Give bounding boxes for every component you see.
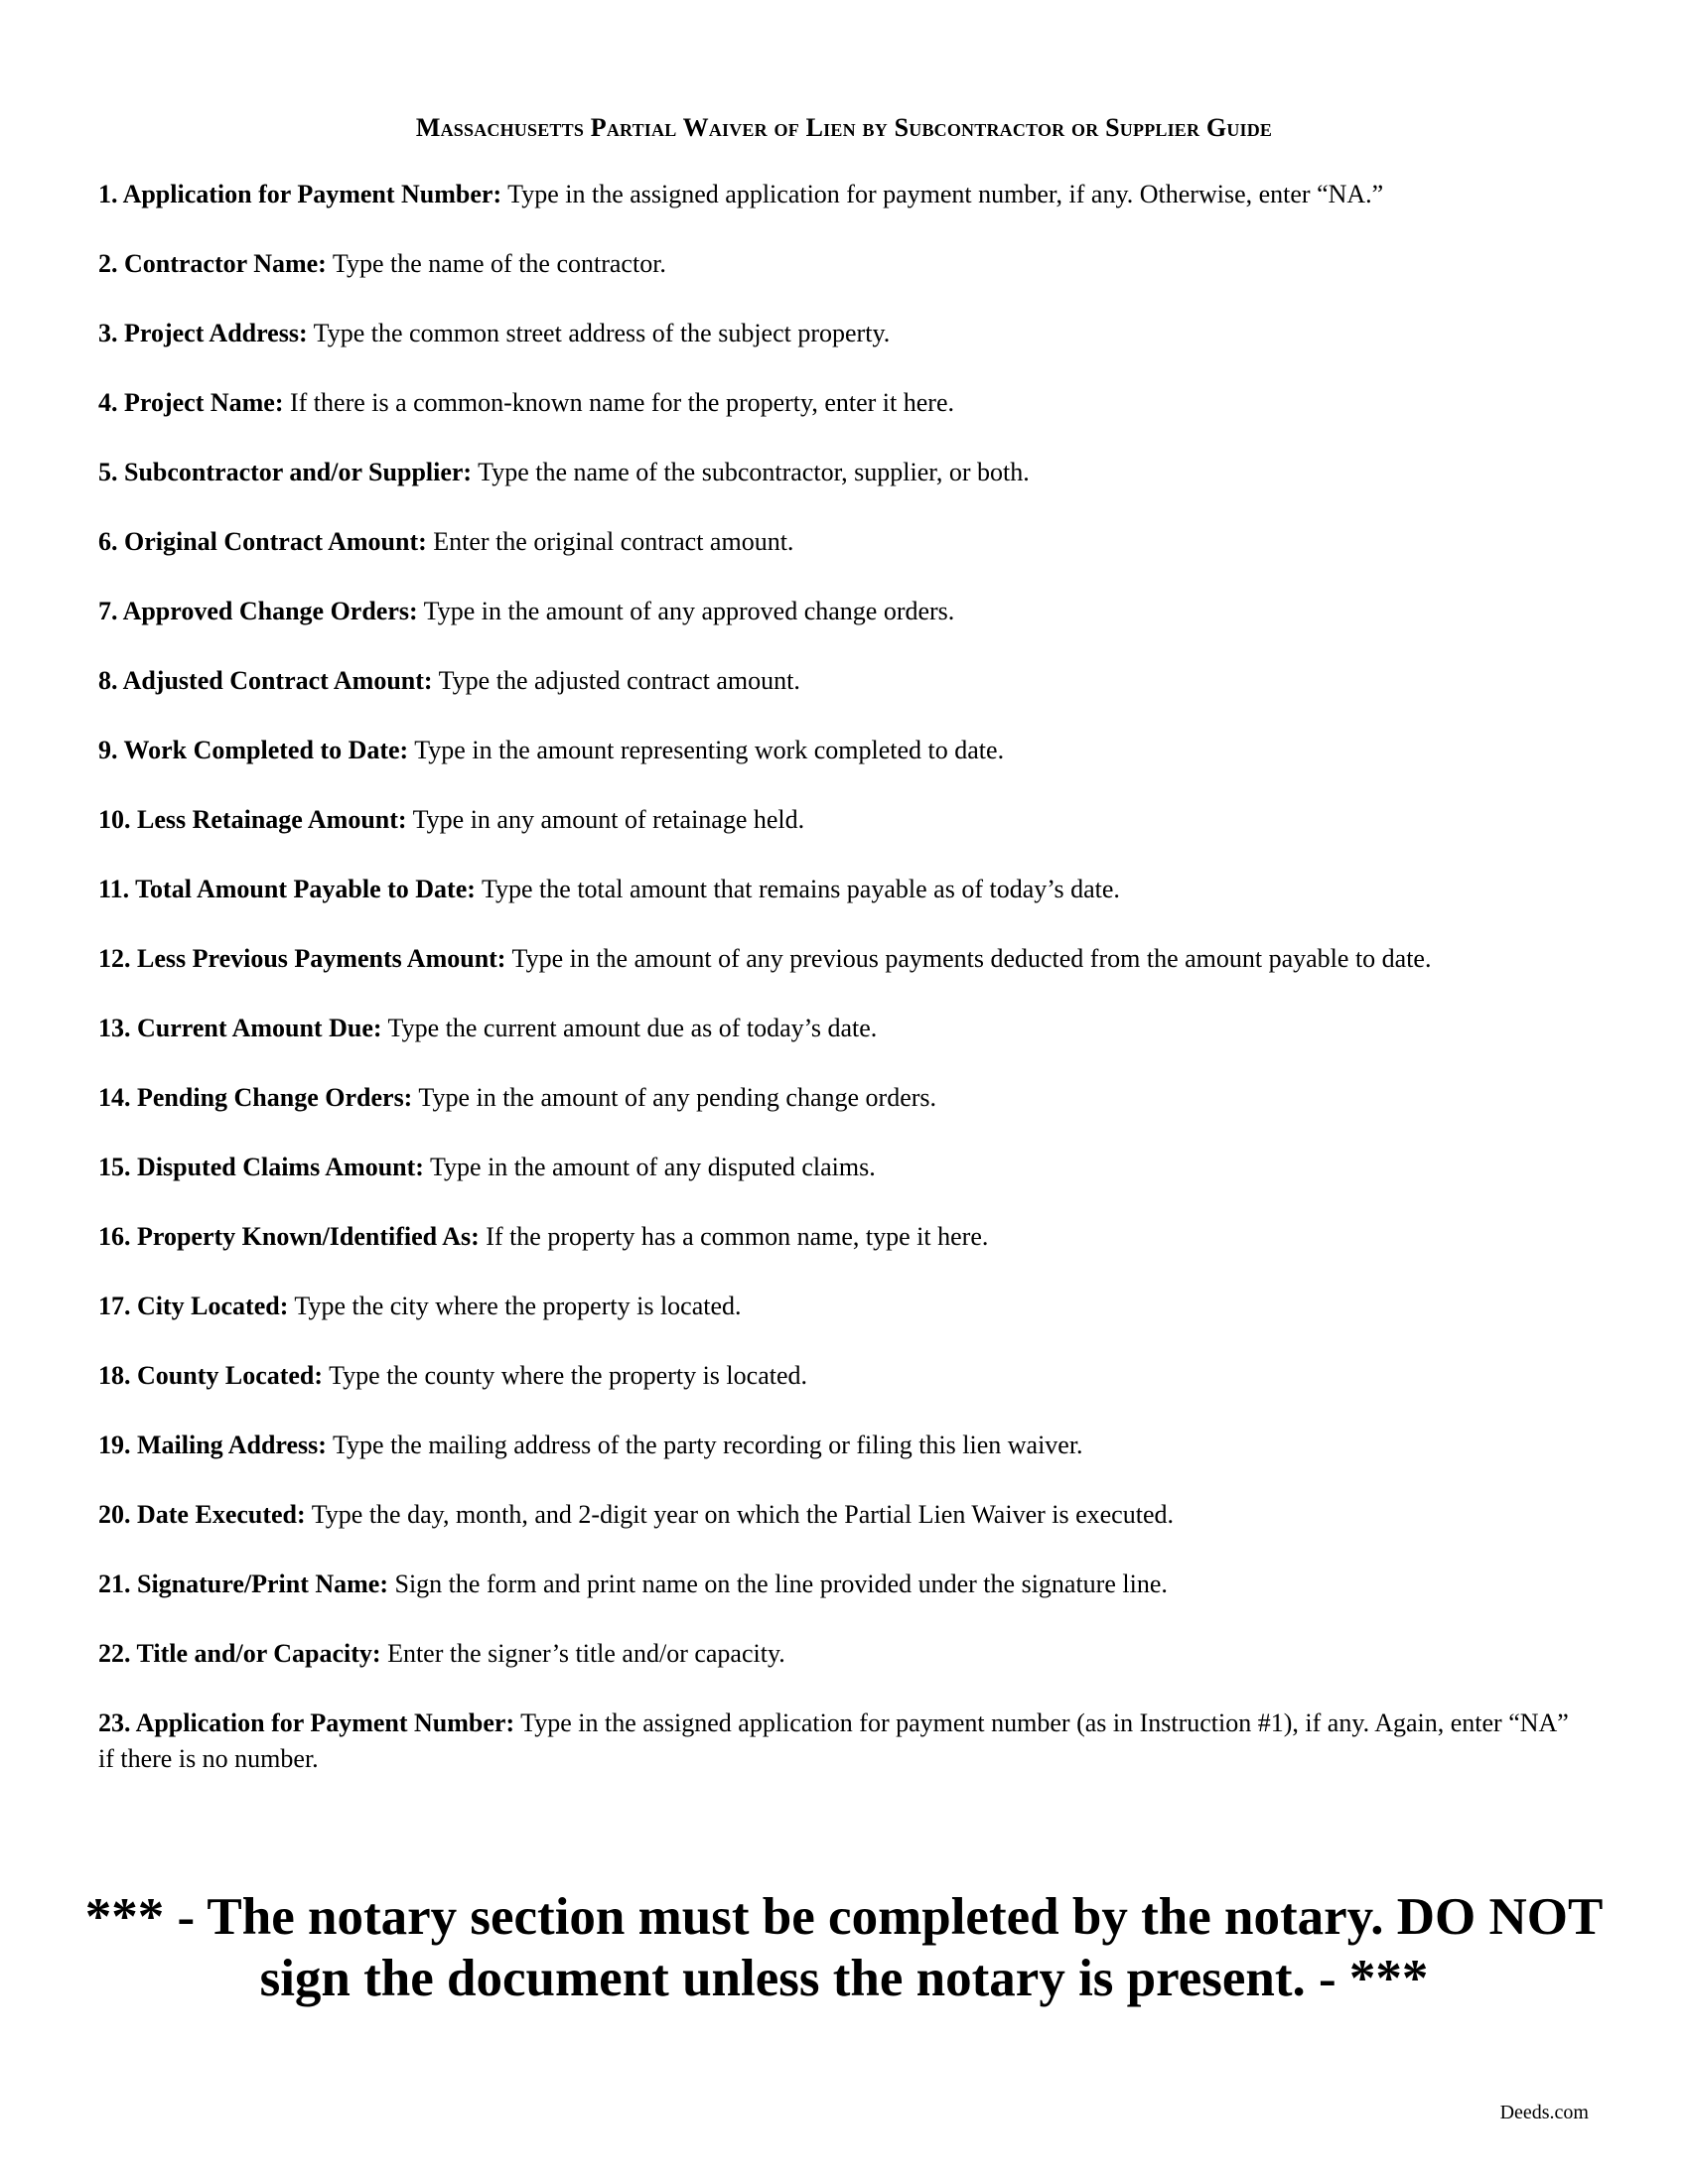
instruction-label: 8. Adjusted Contract Amount:: [98, 666, 433, 695]
instruction-text: Sign the form and print name on the line provided under the signature line.: [388, 1570, 1168, 1598]
instruction-item: [98, 802, 1588, 838]
instruction-item: [98, 1219, 1588, 1255]
instruction-item: [98, 455, 1588, 490]
instruction-label: 22. Title and/or Capacity:: [98, 1639, 381, 1668]
instruction-item: [98, 1428, 1588, 1463]
instruction-label: 6. Original Contract Amount:: [98, 527, 427, 556]
instruction-item: [98, 872, 1588, 907]
instruction-label: 13. Current Amount Due:: [98, 1014, 382, 1042]
instruction-text: If the property has a common name, type it here.: [479, 1222, 989, 1251]
instruction-item: [98, 1706, 1588, 1777]
instruction-item: [98, 594, 1588, 629]
instruction-text: Type the common street address of the subject property.: [307, 319, 891, 347]
instruction-text: Type in the amount of any disputed claims.: [423, 1153, 876, 1181]
instruction-item: [98, 524, 1588, 560]
instruction-label: 17. City Located:: [98, 1292, 289, 1320]
instruction-label: 9. Work Completed to Date:: [98, 736, 409, 764]
instruction-label: 21. Signature/Print Name:: [98, 1570, 388, 1598]
instruction-text: Type in the amount of any approved change orders.: [417, 597, 955, 625]
instruction-item: [98, 1497, 1588, 1533]
instruction-item: [98, 1636, 1588, 1672]
instruction-label: 2. Contractor Name:: [98, 249, 327, 278]
instruction-text: If there is a common-known name for the property, enter it here.: [283, 388, 954, 417]
instruction-label: 19. Mailing Address:: [98, 1431, 327, 1459]
instruction-text: Type the name of the subcontractor, supplier, or both.: [472, 458, 1030, 486]
instruction-item: [98, 1358, 1588, 1394]
instruction-item: [98, 1567, 1588, 1602]
instruction-item: [98, 1080, 1588, 1116]
instruction-item: [98, 663, 1588, 699]
instruction-label: 7. Approved Change Orders:: [98, 597, 418, 625]
instruction-label: 4. Project Name:: [98, 388, 284, 417]
instruction-label: 18. County Located:: [98, 1361, 324, 1390]
instruction-item: [98, 246, 1588, 282]
instruction-label: 12. Less Previous Payments Amount:: [98, 944, 506, 973]
instruction-label: 15. Disputed Claims Amount:: [98, 1153, 424, 1181]
instruction-text: Type the day, month, and 2-digit year on which the Partial Lien Waiver is executed.: [305, 1500, 1174, 1529]
instruction-text: Type in the assigned application for payment number (as in Instruction #1), if any. Again, enter “NA” if there is no number.: [98, 1708, 1569, 1773]
instruction-text: Type the county where the property is located.: [323, 1361, 807, 1390]
instruction-list: [98, 177, 1588, 1811]
instruction-item: [98, 733, 1588, 768]
instruction-item: [98, 1289, 1588, 1324]
instruction-label: 10. Less Retainage Amount:: [98, 805, 407, 834]
instruction-text: Type the name of the contractor.: [326, 249, 666, 278]
instruction-text: Type the total amount that remains payable as of today’s date.: [475, 875, 1120, 903]
instruction-text: Enter the signer’s title and/or capacity.: [380, 1639, 785, 1668]
instruction-item: [98, 316, 1588, 351]
instruction-label: 11. Total Amount Payable to Date:: [98, 875, 476, 903]
instruction-label: 23. Application for Payment Number:: [98, 1708, 515, 1737]
footer-brand: Deeds.com: [1499, 2102, 1589, 2123]
instruction-label: 5. Subcontractor and/or Supplier:: [98, 458, 473, 486]
instruction-text: Enter the original contract amount.: [426, 527, 794, 556]
instruction-item: [98, 385, 1588, 421]
instruction-text: Type the mailing address of the party recording or filing this lien waiver.: [326, 1431, 1083, 1459]
instruction-item: [98, 941, 1588, 977]
instruction-label: 16. Property Known/Identified As:: [98, 1222, 480, 1251]
instruction-label: 1. Application for Payment Number:: [98, 180, 502, 208]
page-title: Massachusetts Partial Waiver of Lien by Subcontractor or Supplier Guide: [415, 113, 1273, 142]
instruction-text: Type in the amount of any pending change orders.: [412, 1083, 937, 1112]
instruction-label: 3. Project Address:: [98, 319, 308, 347]
instruction-label: 20. Date Executed:: [98, 1500, 306, 1529]
instruction-text: Type in the amount of any previous payments deducted from the amount payable to date.: [505, 944, 1432, 973]
instruction-text: Type in the amount representing work completed to date.: [408, 736, 1005, 764]
instruction-label: 14. Pending Change Orders:: [98, 1083, 413, 1112]
instruction-text: Type the adjusted contract amount.: [432, 666, 800, 695]
instruction-item: [98, 177, 1588, 212]
instruction-text: Type in the assigned application for payment number, if any. Otherwise, enter “NA.”: [501, 180, 1384, 208]
notary-warning: *** - The notary section must be completed by the notary. DO NOT sign the document unless the notary is present. - ***: [84, 1888, 1604, 2007]
instruction-text: Type the current amount due as of today’s date.: [381, 1014, 878, 1042]
instruction-item: [98, 1011, 1588, 1046]
instruction-text: Type the city where the property is located.: [288, 1292, 742, 1320]
instruction-item: [98, 1150, 1588, 1185]
instruction-text: Type in any amount of retainage held.: [406, 805, 805, 834]
